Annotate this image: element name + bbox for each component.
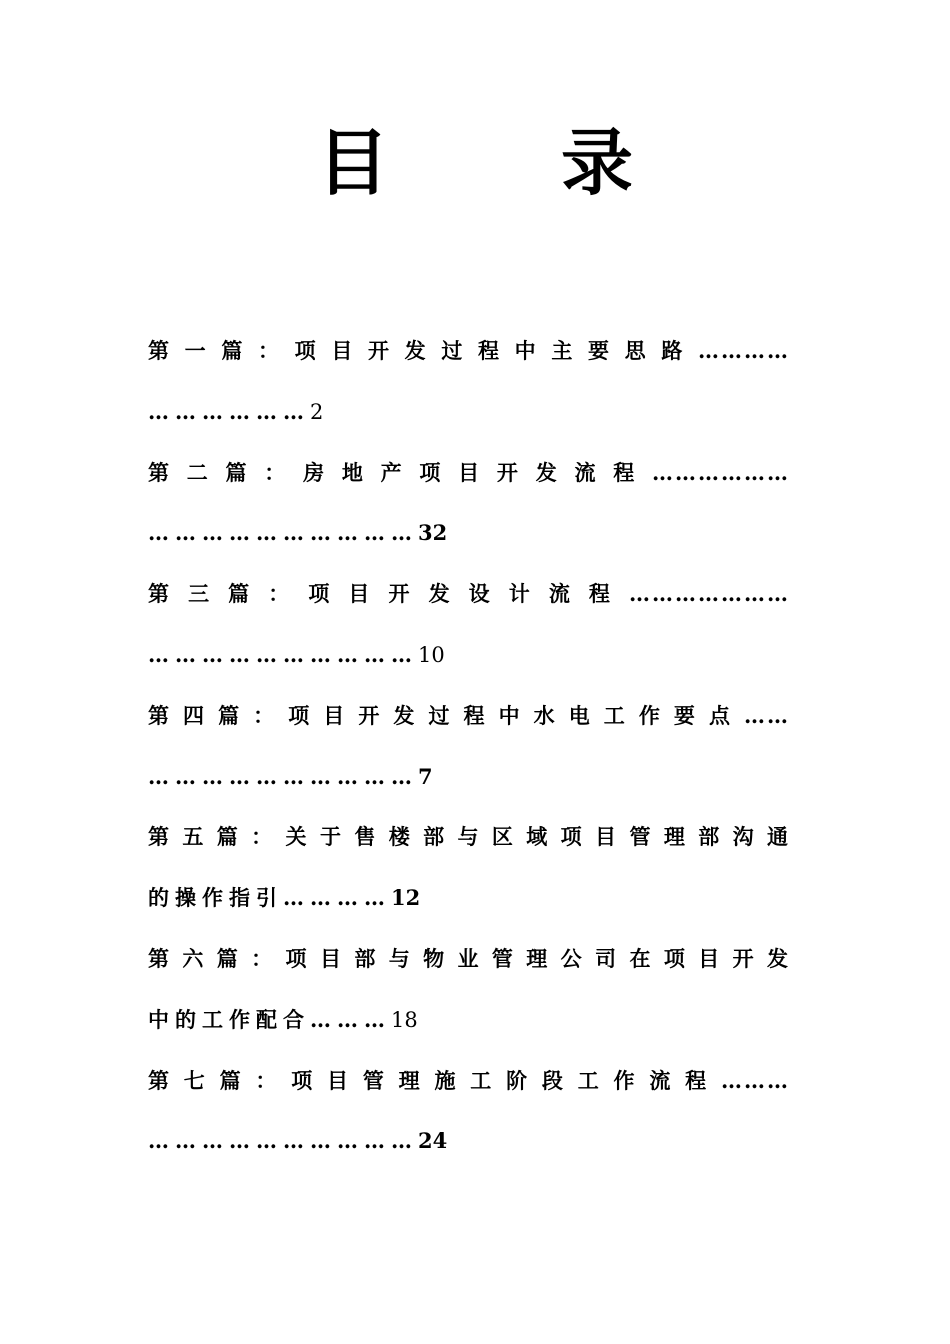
toc-leader-dots: ………………………… [148,1128,418,1154]
toc-page-number: 12 [391,885,421,911]
toc-entry-leader-line [148,747,790,808]
toc-leader-dots: ………………………… [148,763,418,789]
toc-entry-title-line: 第四篇：项目开发过程中水电工作要点…… [148,702,790,728]
toc-entry-leader-line [148,503,790,564]
toc-leader-dots: 中的工作配合……… [148,1006,391,1032]
toc-entry-leader-line [148,990,790,1051]
toc-entry-title-line: 第五篇：关于售楼部与区域项目管理部沟通 [148,824,790,850]
toc-leader-dots: ……………… [148,398,310,424]
toc-entry-leader-line [148,868,790,929]
table-of-contents [148,321,790,1172]
toc-entry-5[interactable] [148,807,790,929]
toc-entry-title-line: 第六篇：项目部与物业管理公司在项目开发 [148,945,790,971]
toc-page-number: 7 [418,763,433,789]
toc-leader-dots: ………………………… [148,520,418,546]
toc-entry-leader-line [148,1111,790,1172]
toc-entry-leader-line [148,625,790,686]
toc-entry-7[interactable] [148,1051,790,1173]
toc-page-number: 18 [391,1007,418,1032]
toc-entry-2[interactable] [148,443,790,565]
toc-page-number: 2 [310,399,324,424]
toc-entry-4[interactable] [148,686,790,808]
toc-leader-dots: ………………………… [148,641,418,667]
toc-entry-1[interactable] [148,321,790,443]
toc-entry-title-line: 第三篇：项目开发设计流程………………… [148,581,790,607]
toc-entry-title-line: 第一篇：项目开发过程中主要思路………… [148,338,790,363]
toc-leader-dots: 的操作指引………… [148,885,391,911]
toc-entry-leader-line [148,382,790,443]
document-title: 目 录 [316,120,683,205]
toc-page-number: 32 [418,520,448,546]
toc-entry-3[interactable] [148,564,790,686]
toc-entry-6[interactable] [148,929,790,1051]
toc-entry-title-line: 第七篇：项目管理施工阶段工作流程……… [148,1067,790,1093]
toc-entry-title-line: 第二篇：房地产项目开发流程……………… [148,459,790,485]
toc-page-number: 10 [418,642,445,667]
toc-page-number: 24 [418,1128,448,1154]
